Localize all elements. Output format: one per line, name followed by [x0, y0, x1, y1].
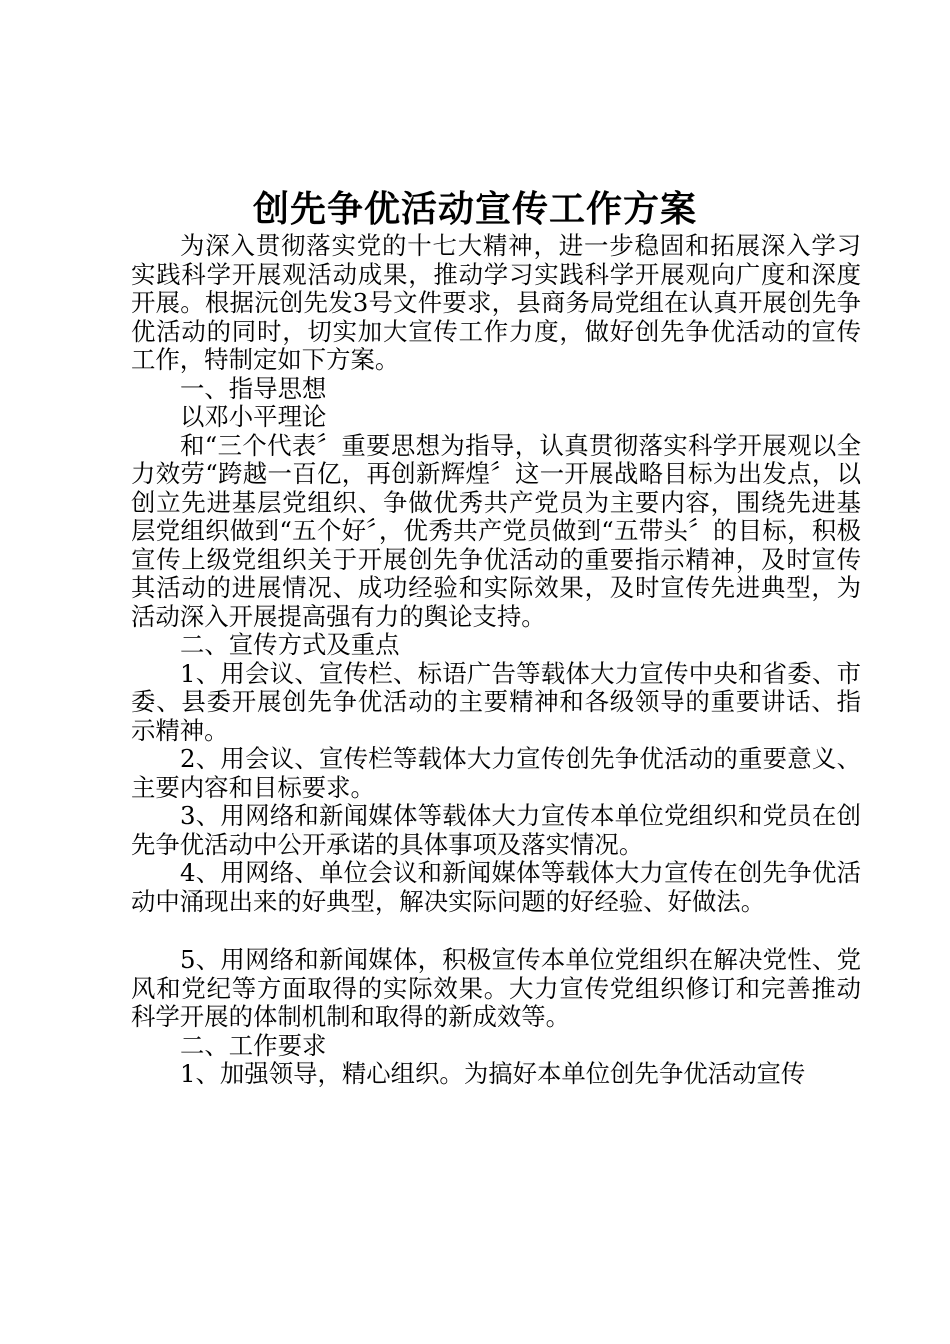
- list-item-2: 2、用会议、宣传栏等载体大力宣传创先争优活动的重要意义、主要内容和目标要求。: [131, 744, 861, 802]
- document-title: 创先争优活动宣传工作方案: [252, 189, 697, 230]
- list-item-1: 1、用会议、宣传栏、标语广告等载体大力宣传中央和省委、市委、县委开展创先争优活动的主要精神和各级领导的重要讲话、指示精神。: [131, 658, 861, 745]
- paragraph-guidance: 和“三个代表〞重要思想为指导，认真贯彻落实科学开展观以全力效劳“跨越一百亿，再创新辉煌〞这一开展战略目标为出发点，以创立先进基层党组织、争做优秀共产党员为主要内容，围绕先进基层党组织做到“五个好〞，优秀共产党员做到“五带头〞的目标，积极宣传上级党组织关于开展创先争优活动的重要指示精神，及时宣传其活动的进展情况、成功经验和实际效果，及时宣传先进典型，为活动深入开展提高强有力的舆论支持。: [131, 430, 861, 631]
- list-item-3: 3、用网络和新闻媒体等载体大力宣传本单位党组织和党员在创先争优活动中公开承诺的具体事项及落实情况。: [131, 801, 861, 859]
- paragraph-spacer: [131, 916, 861, 946]
- paragraph-intro: 为深入贯彻落实党的十七大精神，进一步稳固和拓展深入学习实践科学开展观活动成果，推动学习实践科学开展观向广度和深度开展。根据沅创先发3号文件要求，县商务局党组在认真开展创先争优活动的同时，切实加大宣传工作力度，做好创先争优活动的宣传工作，特制定如下方案。: [131, 231, 861, 374]
- document-body: [131, 232, 861, 1089]
- paragraph-theory: 以邓小平理论: [180, 402, 327, 431]
- list-item-5: 5、用网络和新闻媒体，积极宣传本单位党组织在解决党性、党风和党纪等方面取得的实际效果。大力宣传党组织修订和完善推动科学开展的体制机制和取得的新成效等。: [131, 945, 861, 1031]
- requirement-item-1: 1、加强领导，精心组织。为搞好本单位创先争优活动宣传: [180, 1059, 806, 1088]
- list-item-4: 4、用网络、单位会议和新闻媒体等载体大力宣传在创先争优活动中涌现出来的好典型，解决实际问题的好经验、好做法。: [131, 858, 861, 916]
- heading-guiding-ideology: 一、指导思想: [180, 373, 327, 403]
- heading-publicity-methods: 二、宣传方式及重点: [180, 630, 400, 659]
- heading-work-requirements: 二、工作要求: [180, 1030, 327, 1060]
